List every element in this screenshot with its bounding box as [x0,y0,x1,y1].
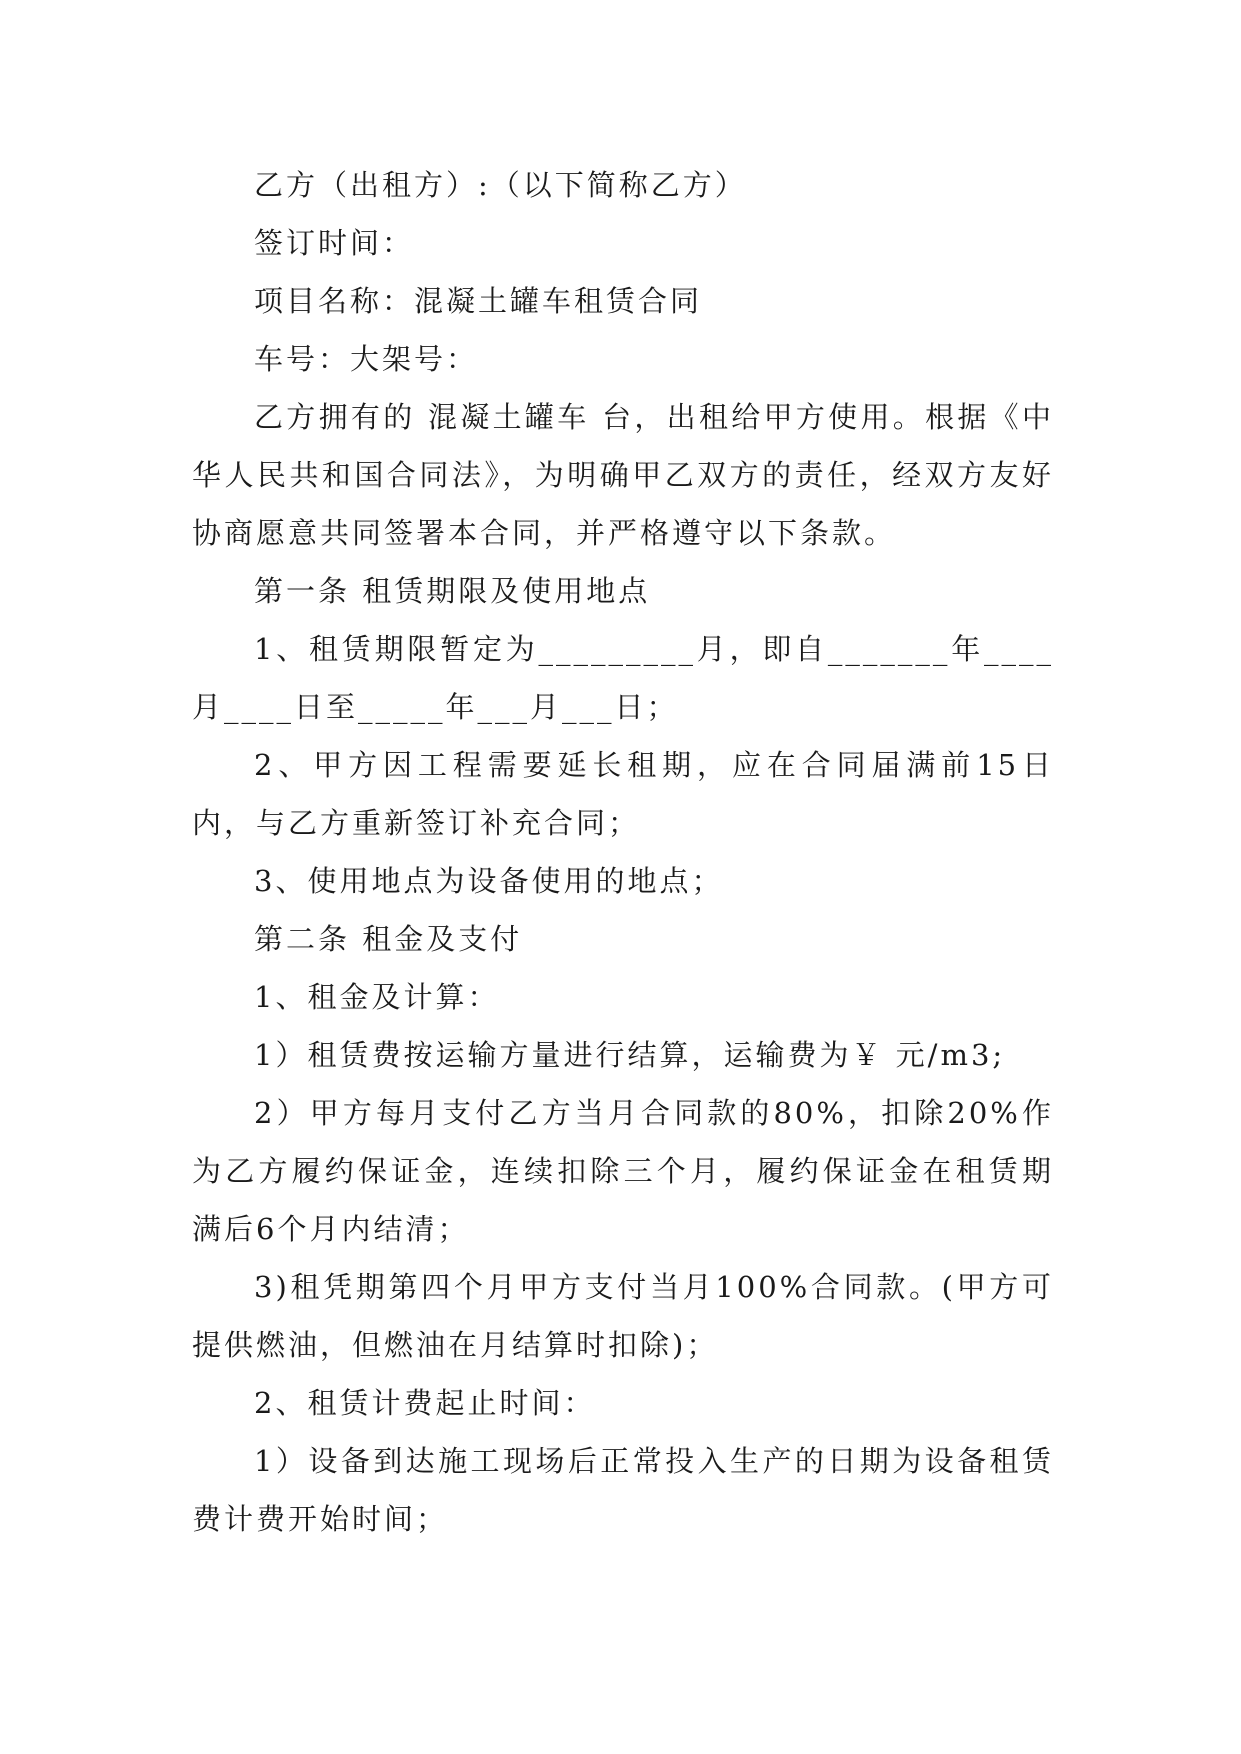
paragraph-billing-start: 1）设备到达施工现场后正常投入生产的日期为设备租赁费计费开始时间； [192,1444,1054,1536]
paragraph-lease-term: 1、租赁期限暂定为_________月，即自_______年____月____日至_____年___月___日； [192,632,1054,724]
paragraph-signing-time: 签订时间： [254,226,415,260]
paragraph-rent-settlement: 1）租赁费按运输方量进行结算，运输费为￥ 元/m3; [254,1038,1006,1072]
paragraph-vehicle-number: 车号：大架号： [254,342,479,376]
paragraph-rent-calculation: 1、租金及计算： [254,980,500,1014]
paragraph-fourth-month-payment: 3)租凭期第四个月甲方支付当月100%合同款。(甲方可提供燃油，但燃油在月结算时扣除)； [192,1270,1054,1362]
heading-article-2: 第二条 租金及支付 [254,922,523,956]
paragraph-lease-extension: 2、甲方因工程需要延长租期，应在合同届满前15日内，与乙方重新签订补充合同； [192,748,1054,840]
paragraph-preamble: 乙方拥有的 混凝土罐车 台，出租给甲方使用。根据《中华人民共和国合同法》，为明确甲乙双方的责任，经双方友好协商愿意共同签署本合同，并严格遵守以下条款。 [192,400,1054,550]
paragraph-project-name: 项目名称：混凝土罐车租赁合同 [254,284,703,318]
document-body [192,156,1054,1548]
paragraph-usage-location: 3、使用地点为设备使用的地点； [254,864,724,898]
paragraph-billing-period: 2、租赁计费起止时间： [254,1386,596,1420]
paragraph-party-b: 乙方（出租方）:（以下简称乙方） [254,168,747,202]
paragraph-monthly-payment: 2）甲方每月支付乙方当月合同款的80%，扣除20%作为乙方履约保证金，连续扣除三个月，履约保证金在租赁期满后6个月内结清； [192,1096,1054,1246]
heading-article-1: 第一条 租赁期限及使用地点 [254,574,651,608]
